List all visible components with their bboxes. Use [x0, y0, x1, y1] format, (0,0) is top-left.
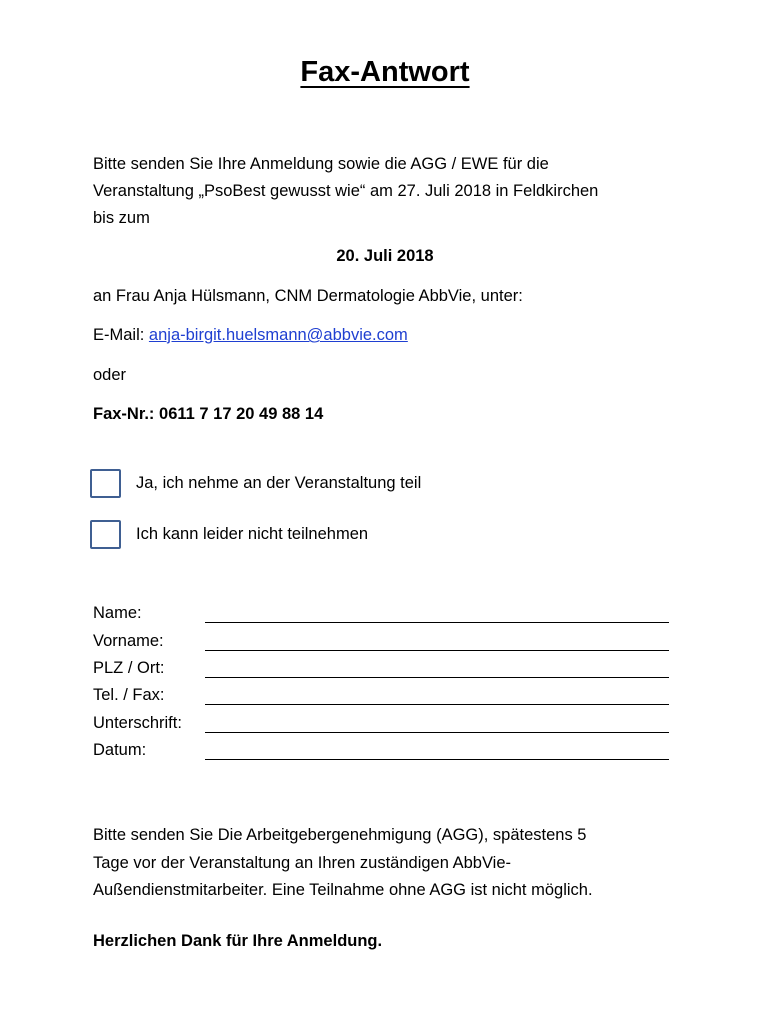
fax-number: Fax-Nr.: 0611 7 17 20 49 88 14 — [93, 405, 324, 423]
unterschrift-input-line[interactable] — [205, 732, 669, 733]
vorname-input-line[interactable] — [205, 650, 669, 651]
attend-checkbox[interactable] — [90, 469, 121, 498]
thanks-text: Herzlichen Dank für Ihre Anmeldung. — [93, 932, 383, 950]
or-text: oder — [93, 366, 127, 384]
datum-input-line[interactable] — [205, 759, 669, 760]
name-input-line[interactable] — [205, 622, 669, 623]
option-decline[interactable] — [90, 517, 368, 551]
intro-line-1: Bitte senden Sie Ihre Anmeldung sowie die AGG / EWE für die — [93, 155, 549, 173]
plz-ort-label: PLZ / Ort: — [93, 659, 165, 677]
intro-line-3: bis zum — [93, 209, 150, 227]
plz-ort-input-line[interactable] — [205, 677, 669, 678]
outro-line-2: Tage vor der Veranstaltung an Ihren zuständigen AbbVie- — [93, 853, 511, 872]
email-label: E-Mail: — [93, 326, 149, 344]
tel-fax-label: Tel. / Fax: — [93, 686, 165, 704]
outro-line-1: Bitte senden Sie Die Arbeitgebergenehmigung (AGG), spätestens 5 — [93, 826, 587, 844]
decline-label: Ich kann leider nicht teilnehmen — [136, 524, 369, 543]
email-row — [93, 326, 408, 345]
outro-line-3: Außendienstmitarbeiter. Eine Teilnahme ohne AGG ist nicht möglich. — [93, 881, 593, 899]
outro-paragraph — [93, 822, 733, 905]
option-attend[interactable] — [90, 466, 421, 500]
attend-label: Ja, ich nehme an der Veranstaltung teil — [136, 473, 422, 492]
name-label: Name: — [93, 604, 142, 622]
intro-line-2: Veranstaltung „PsoBest gewusst wie“ am 27. Juli 2018 in Feldkirchen — [93, 182, 599, 200]
intro-paragraph — [93, 151, 693, 232]
datum-label: Datum: — [93, 741, 147, 759]
vorname-label: Vorname: — [93, 632, 164, 650]
tel-fax-input-line[interactable] — [205, 704, 669, 705]
deadline-date: 20. Juli 2018 — [336, 247, 434, 265]
unterschrift-label: Unterschrift: — [93, 714, 182, 732]
recipient-text: an Frau Anja Hülsmann, CNM Dermatologie AbbVie, unter: — [93, 287, 523, 305]
email-link[interactable]: anja-birgit.huelsmann@abbvie.com — [148, 326, 408, 344]
decline-checkbox[interactable] — [90, 520, 121, 549]
page-title: Fax-Antwort — [300, 56, 470, 88]
